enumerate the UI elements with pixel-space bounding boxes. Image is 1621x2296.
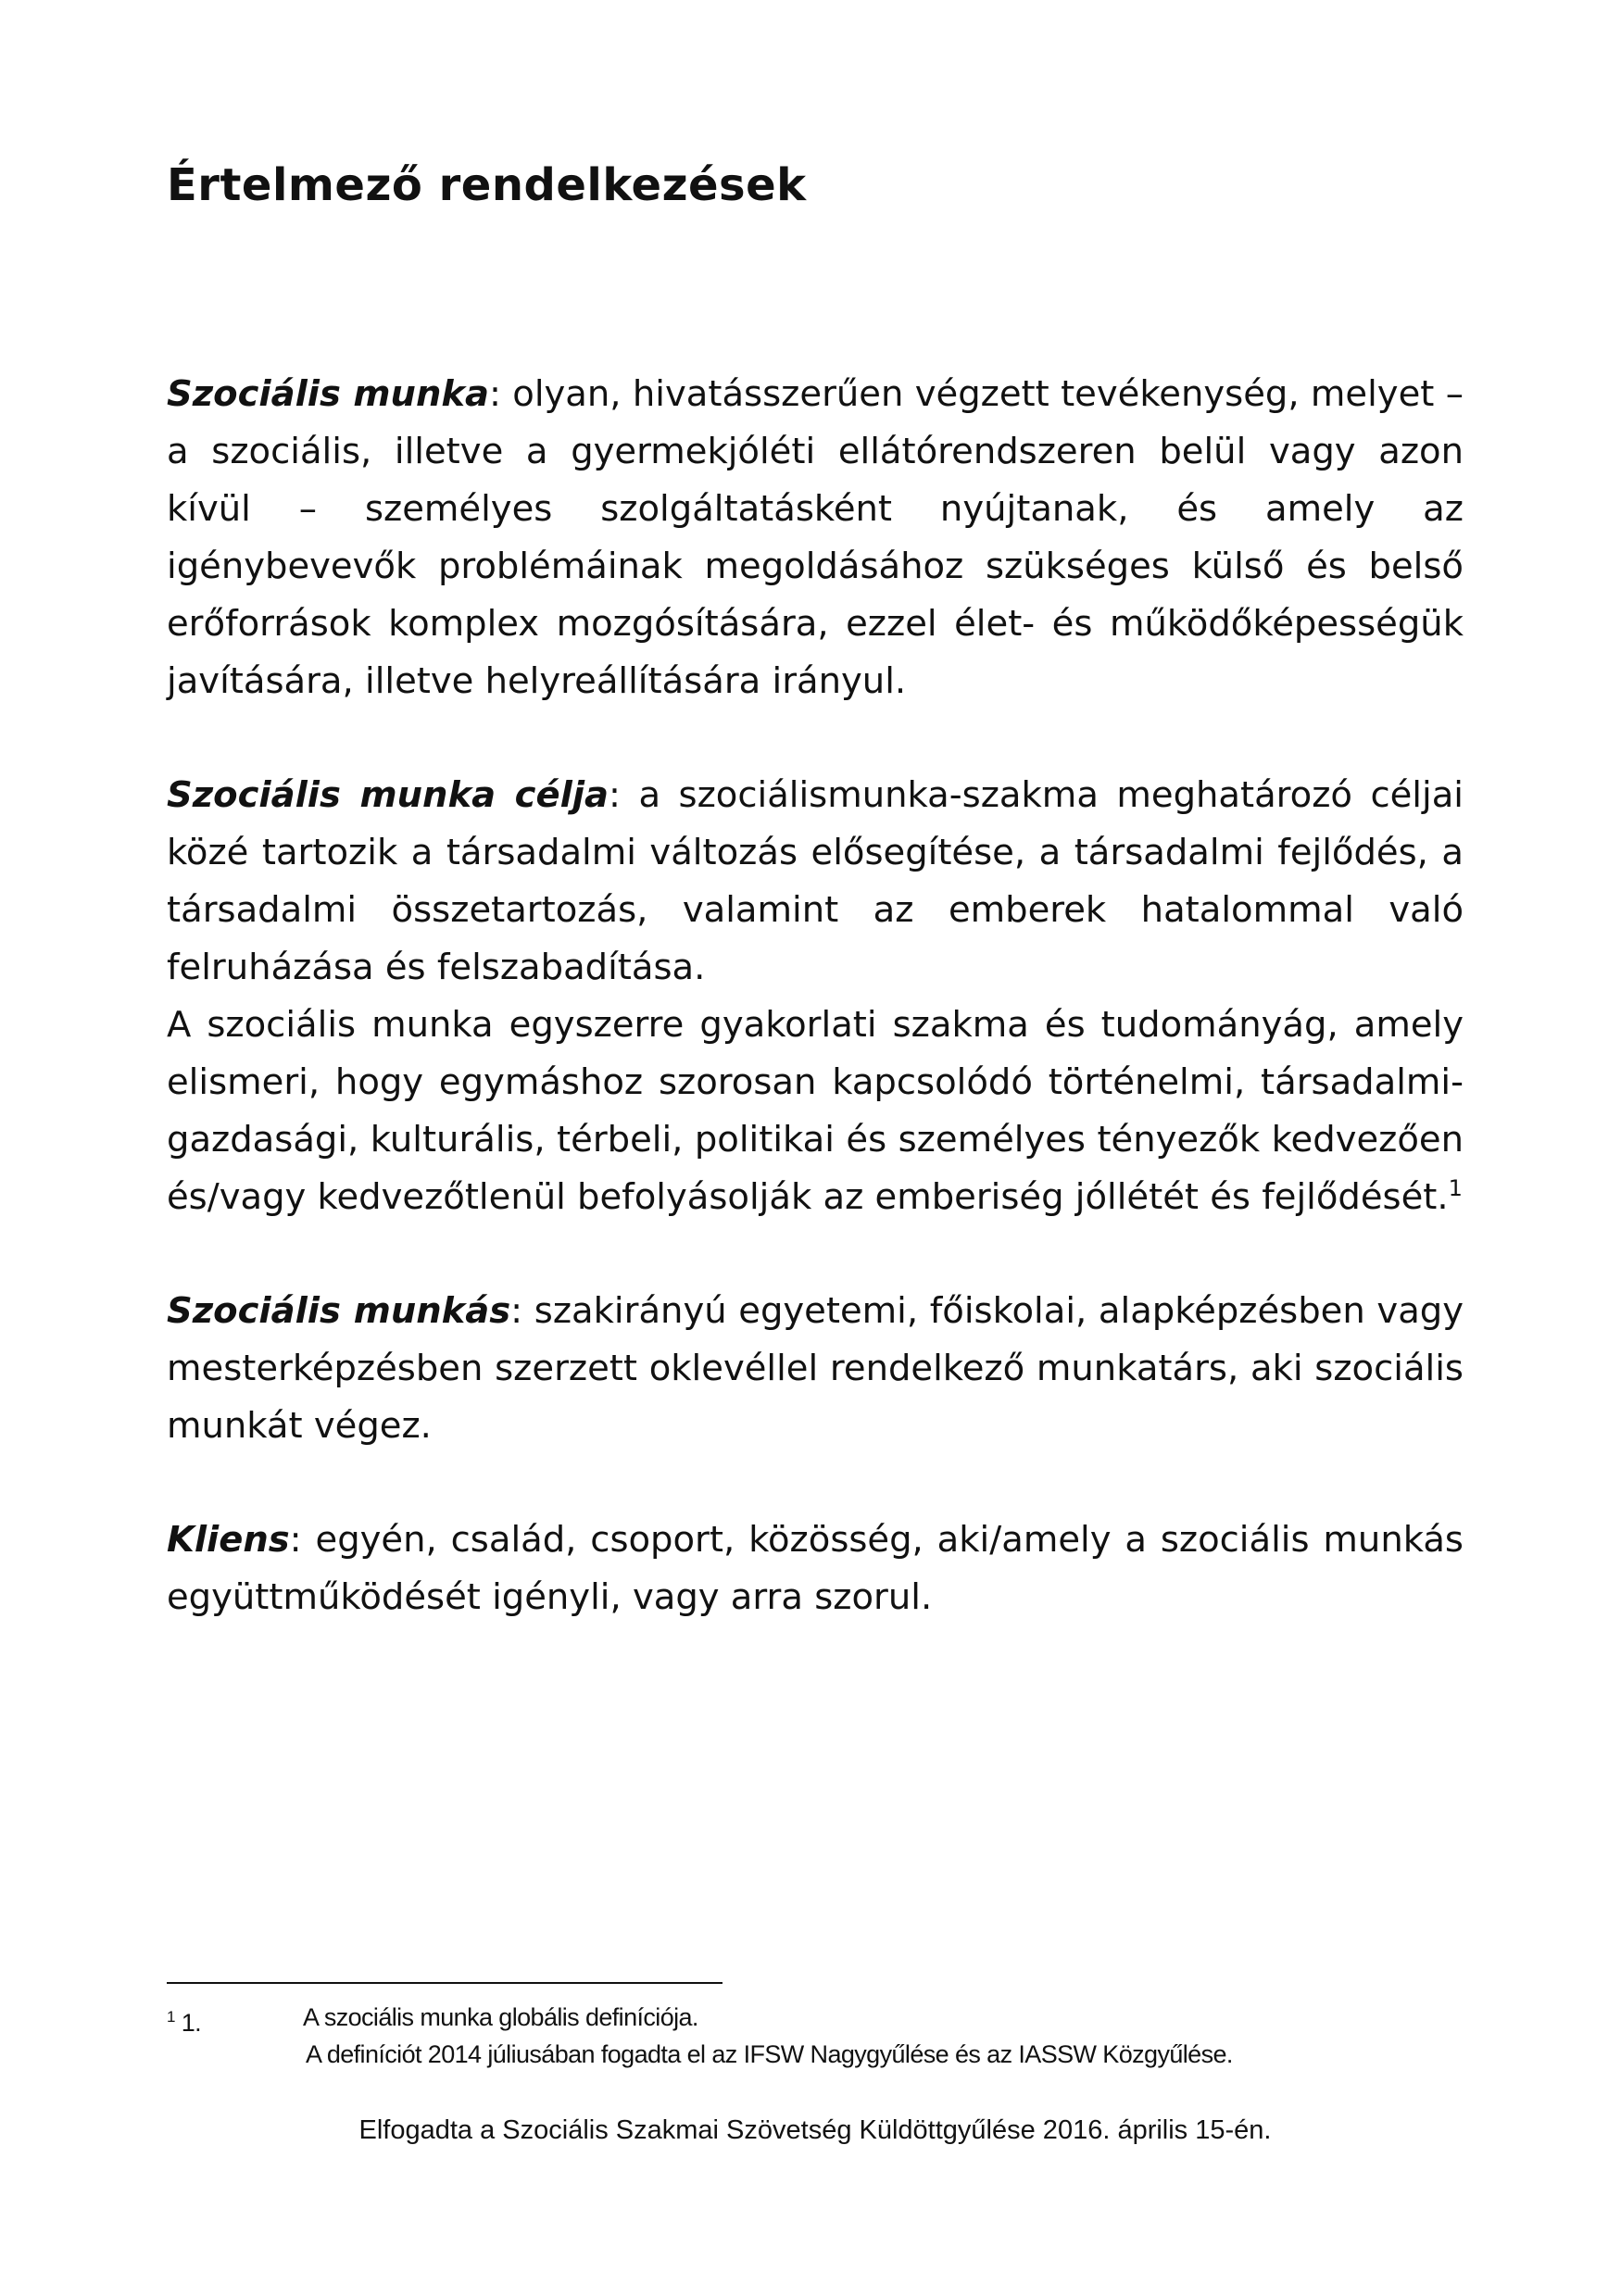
adoption-note: Elfogadta a Szociális Szakmai Szövetség Küldöttgyűlése 2016. április 15-én. xyxy=(358,2115,1272,2145)
page-title: Értelmező rendelkezések xyxy=(167,159,807,211)
definition-term: Kliens xyxy=(167,1519,290,1561)
definition-term: Szociális munkás xyxy=(167,1290,511,1332)
definition-text: egyén, család, csoport, közösség, aki/amely a szociális munkás együttműködését igényli, vagy arra szorul. xyxy=(167,1519,1464,1618)
definition-text: szakirányú egyetemi, főiskolai, alapképzésben vagy mesterképzésben szerzett oklevéllel rendelkező munkatárs, aki szociális munkát végez. xyxy=(167,1290,1464,1447)
definition-term: Szociális munka célja xyxy=(167,774,609,816)
footnote-line-2: A definíciót 2014 júliusában fogadta el az IFSW Nagygyűlése és az IASSW Közgyűlése. xyxy=(306,2040,1233,2068)
footnote-reference: 1 xyxy=(1448,1175,1463,1202)
definition-term: Szociális munka xyxy=(167,373,489,415)
footnote-line-1: A szociális munka globális definíciója. xyxy=(303,2003,698,2031)
definition-text: olyan, hivatásszerűen végzett tevékenység, melyet – a szociális, illetve a gyermekjóléti ellátórendszeren belül vagy azon kívül – személyes szolgáltatásként nyújtanak, és amely az igénybevevők problémáinak megoldásához szükséges külső és belső erőforrások komplex mozgósítására, ezzel élet- és működőképességük javítására, illetve helyreállítására irányul. xyxy=(167,373,1464,702)
definition-szocialis-munkas xyxy=(167,1283,1464,1455)
definition-text: a szociálismunka-szakma meghatározó céljai közé tartozik a társadalmi változás elősegítése, a társadalmi fejlődés, a társadalmi összetartozás, valamint az emberek hatalommal való felruházása és felszabadítása. xyxy=(167,774,1464,988)
definition-text: A szociális munka egyszerre gyakorlati szakma és tudományág, amely elismeri, hogy egymáshoz szorosan kapcsolódó történelmi, társadalmi-gazdasági, kulturális, térbeli, politikai és személyes tényezők kedvezően és/vagy kedvezőtlenül befolyásolják az emberiség jóllétét és fejlődését. xyxy=(167,1004,1464,1218)
footnote-list-number: 1. xyxy=(181,2009,202,2037)
footnote-marker: 1 xyxy=(167,2008,175,2026)
definition-kliens xyxy=(167,1512,1464,1626)
definition-paragraph: Szociális munkás: szakirányú egyetemi, főiskolai, alapképzésben vagy mesterképzésben szerzett oklevéllel rendelkező munkatárs, aki szociális munkát végez. xyxy=(167,1290,1464,1447)
definition-paragraph xyxy=(167,997,1464,1226)
footnote-number xyxy=(167,1999,201,2041)
definition-szocialis-munka-celja xyxy=(167,767,1464,1226)
definition-szocialis-munka xyxy=(167,366,1464,710)
footnote-divider xyxy=(167,1982,723,1984)
definition-paragraph: Szociális munka: olyan, hivatásszerűen végzett tevékenység, melyet – a szociális, illetve a gyermekjóléti ellátórendszeren belül vagy azon kívül – személyes szolgáltatásként nyújtanak, és amely az igénybevevők problémáinak megoldásához szükséges külső és belső erőforrások komplex mozgósítására, ezzel élet- és működőképességük javítására, illetve helyreállítására irányul. xyxy=(167,373,1464,702)
definition-paragraph: Szociális munka célja: a szociálismunka-szakma meghatározó céljai közé tartozik a társadalmi változás elősegítése, a társadalmi fejlődés, a társadalmi összetartozás, valamint az emberek hatalommal való felruházása és felszabadítása. xyxy=(167,774,1464,988)
definition-paragraph: Kliens: egyén, család, csoport, közösség, aki/amely a szociális munkás együttműködését igényli, vagy arra szorul. xyxy=(167,1519,1464,1618)
definitions-list xyxy=(167,366,1464,1683)
